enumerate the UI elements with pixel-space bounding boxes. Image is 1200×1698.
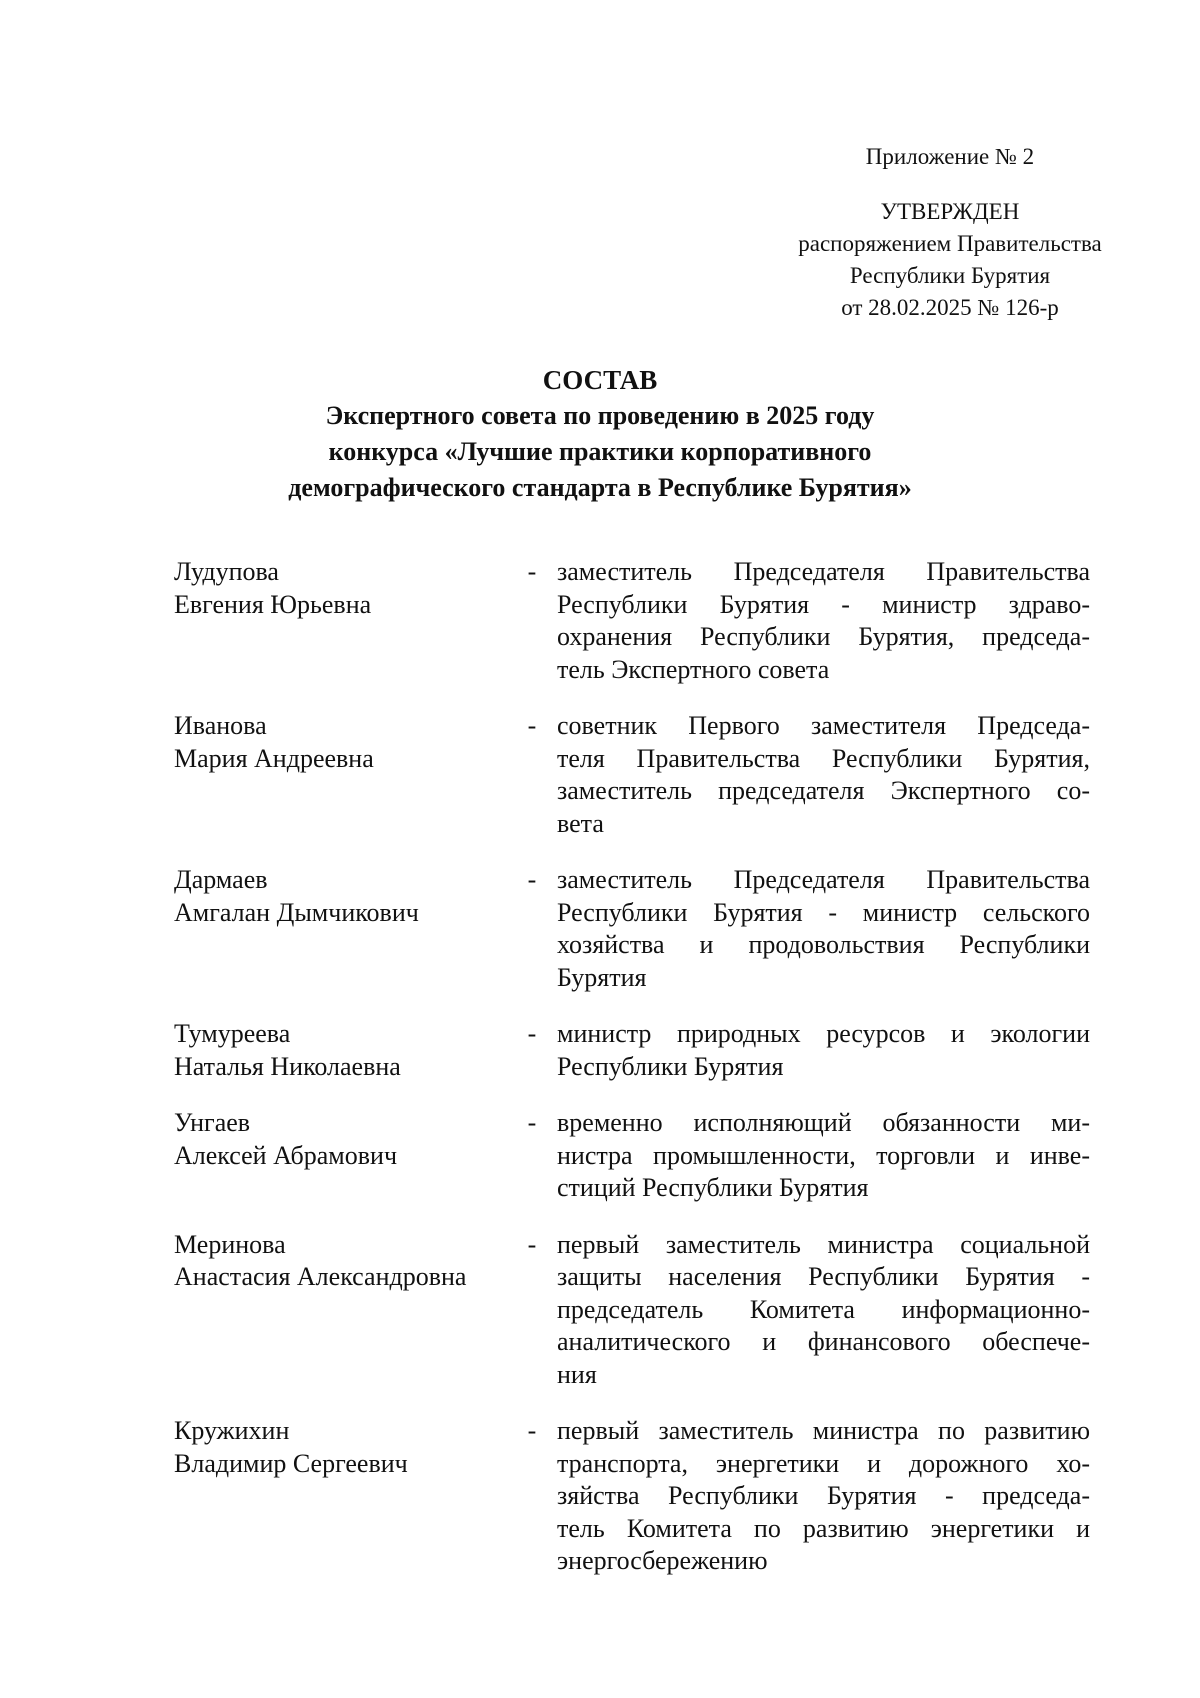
role-line: вета — [557, 808, 604, 838]
member-role — [557, 1018, 1090, 1083]
role-line: хозяйства и продовольствия Республики — [557, 930, 1090, 959]
role-line: Бурятия — [557, 962, 647, 992]
member-role — [557, 1415, 1090, 1578]
member-dash: - — [527, 1019, 537, 1048]
role-line: Республики Бурятия — [557, 1051, 784, 1081]
role-line: министр природных ресурсов и экологии — [557, 1019, 1090, 1048]
role-line: зяйства Республики Бурятия - председа- — [557, 1481, 1090, 1510]
role-line: председатель Комитета информационно- — [557, 1294, 1090, 1324]
role-line: заместитель председателя Экспертного со- — [557, 776, 1090, 805]
member-entry — [174, 864, 1090, 994]
role-line: ния — [557, 1359, 597, 1389]
member-dash: - — [527, 711, 537, 740]
member-entry — [174, 1415, 1090, 1578]
member-given-names: Алексей Абрамович — [174, 1140, 398, 1170]
member-name — [174, 710, 514, 775]
role-line: советник Первого заместителя Председа- — [557, 711, 1090, 740]
member-name — [174, 1415, 514, 1480]
approval-stamp — [720, 141, 1180, 324]
approval-date-number: от 28.02.2025 № 126-р — [841, 295, 1059, 320]
member-given-names: Наталья Николаевна — [174, 1051, 401, 1081]
member-role — [557, 864, 1090, 994]
member-role — [557, 1229, 1090, 1392]
role-line: тель Комитета по развитию энергетики и — [557, 1513, 1090, 1543]
role-line: теля Правительства Республики Бурятия, — [557, 743, 1090, 773]
role-line: Республики Бурятия - министр сельского — [557, 897, 1090, 927]
role-line: энергосбережению — [557, 1546, 768, 1575]
member-entry — [174, 556, 1090, 686]
member-entry — [174, 1107, 1090, 1205]
member-name — [174, 864, 514, 929]
role-line: Республики Бурятия - министр здраво- — [557, 589, 1090, 619]
member-surname: Меринова — [174, 1229, 286, 1259]
role-line: временно исполняющий обязанности ми- — [557, 1108, 1090, 1137]
member-dash: - — [527, 1229, 537, 1259]
document-title — [150, 362, 1050, 506]
role-line: стиций Республики Бурятия — [557, 1173, 869, 1202]
member-given-names: Амгалан Дымчикович — [174, 897, 419, 927]
approval-line-2: Республики Бурятия — [849, 263, 1051, 288]
role-line: транспорта, энергетики и дорожного хо- — [557, 1448, 1090, 1478]
title-line-1: Экспертного совета по проведению в 2025 году — [325, 401, 875, 430]
member-surname: Лудупова — [174, 557, 279, 586]
member-name — [174, 1107, 514, 1172]
member-given-names: Анастасия Александровна — [174, 1262, 467, 1291]
member-surname: Унгаев — [174, 1108, 251, 1137]
title-line-3: демографического стандарта в Республике Бурятия» — [288, 473, 912, 502]
role-line: защиты населения Республики Бурятия - — [557, 1262, 1090, 1291]
member-surname: Дармаев — [174, 865, 268, 894]
role-line: аналитического и финансового обеспече- — [557, 1327, 1090, 1356]
member-name — [174, 1018, 514, 1083]
approval-line-1: распоряжением Правительства — [798, 231, 1102, 256]
member-surname: Тумуреева — [174, 1019, 291, 1048]
member-dash: - — [527, 1108, 537, 1137]
role-line: охранения Республики Бурятия, председа- — [557, 622, 1090, 651]
member-given-names: Мария Андреевна — [174, 743, 374, 773]
member-entry — [174, 1229, 1090, 1392]
member-role — [557, 710, 1090, 840]
member-name — [174, 556, 514, 621]
member-surname: Иванова — [174, 711, 267, 740]
members-list — [174, 556, 1090, 1578]
member-entry — [174, 710, 1090, 840]
title-main: СОСТАВ — [542, 365, 658, 395]
role-line: заместитель Председателя Правительства — [557, 865, 1090, 894]
role-line: заместитель Председателя Правительства — [557, 557, 1090, 586]
member-role — [557, 1107, 1090, 1205]
role-line: первый заместитель министра по развитию — [557, 1416, 1090, 1445]
role-line: нистра промышленности, торговли и инве- — [557, 1140, 1090, 1170]
member-role — [557, 556, 1090, 686]
member-surname: Кружихин — [174, 1416, 290, 1445]
member-given-names: Евгения Юрьевна — [174, 589, 372, 619]
member-dash: - — [527, 865, 537, 894]
role-line: тель Экспертного совета — [557, 654, 830, 684]
approved-label: УТВЕРЖДЕН — [880, 199, 1020, 224]
member-given-names: Владимир Сергеевич — [174, 1448, 408, 1478]
member-dash: - — [527, 1416, 537, 1445]
annex-number: Приложение № 2 — [865, 144, 1035, 169]
title-line-2: конкурса «Лучшие практики корпоративного — [328, 437, 872, 466]
member-name — [174, 1229, 514, 1294]
role-line: первый заместитель министра социальной — [557, 1229, 1090, 1259]
member-dash: - — [527, 557, 537, 586]
member-entry — [174, 1018, 1090, 1083]
